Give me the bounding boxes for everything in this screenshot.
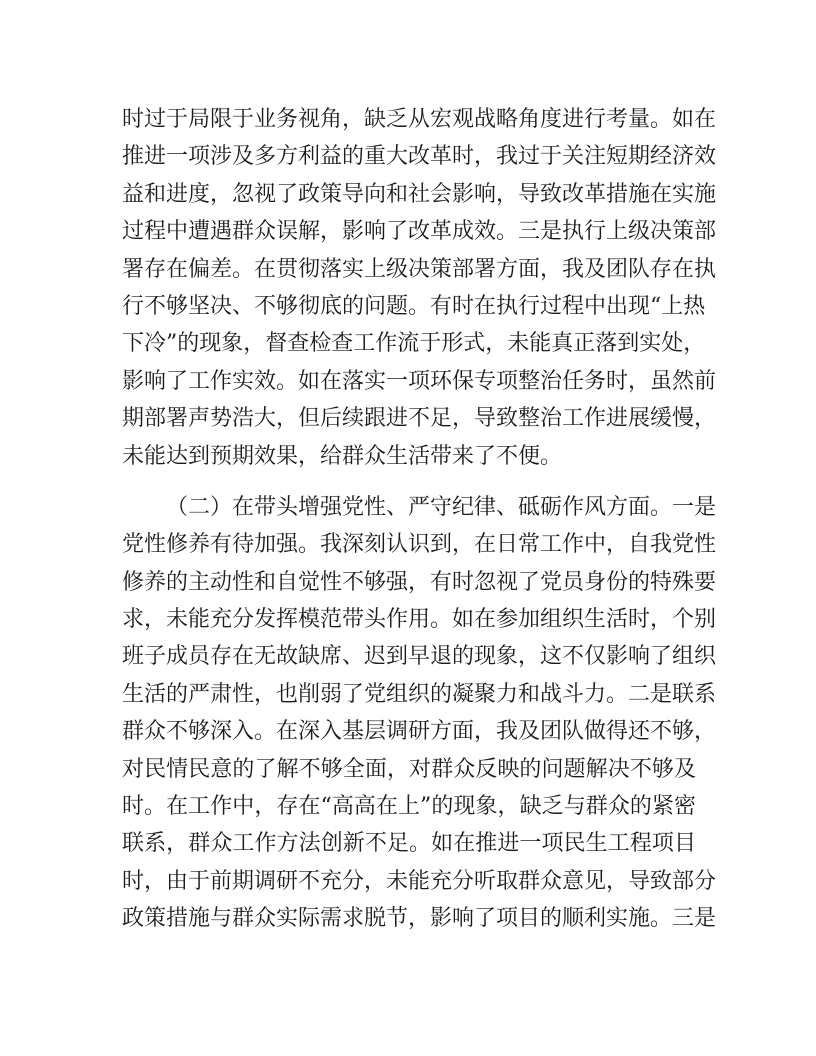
text-line: 生活的严肃性，也削弱了党组织的凝聚力和战斗力。二是联系 bbox=[122, 681, 717, 707]
text-line: 党性修养有待加强。我深刻认识到，在日常工作中，自我党性 bbox=[122, 532, 717, 558]
text-line: 对民情民意的了解不够全面，对群众反映的问题解决不够及 bbox=[122, 756, 696, 782]
text-line: 益和进度，忽视了政策导向和社会影响，导致改革措施在实施 bbox=[122, 181, 717, 207]
text-line: 期部署声势浩大，但后续跟进不足，导致整治工作进展缓慢， bbox=[122, 406, 717, 432]
text-line: 求，未能充分发挥模范带头作用。如在参加组织生活时，个别 bbox=[122, 607, 717, 633]
text-line: 未能达到预期效果，给群众生活带来了不便。 bbox=[122, 443, 563, 469]
paragraph-2 bbox=[122, 489, 717, 938]
text-line: 影响了工作实效。如在落实一项环保专项整治任务时，虽然前 bbox=[122, 368, 717, 394]
text-line: 行不够坚决、不够彻底的问题。有时在执行过程中出现“上热 bbox=[122, 293, 706, 319]
text-line: 过程中遭遇群众误解，影响了改革成效。三是执行上级决策部 bbox=[122, 219, 717, 245]
text-line: 时。在工作中，存在“高高在上”的现象，缺乏与群众的紧密 bbox=[122, 794, 696, 820]
paragraph-spacer bbox=[122, 475, 696, 489]
document-body bbox=[122, 101, 717, 938]
text-line: 下冷”的现象，督查检查工作流于形式，未能真正落到实处， bbox=[122, 331, 706, 357]
paragraph-1 bbox=[122, 101, 717, 475]
text-line: 政策措施与群众实际需求脱节，影响了项目的顺利实施。三是 bbox=[122, 906, 717, 932]
text-line: 班子成员存在无故缺席、迟到早退的现象，这不仅影响了组织 bbox=[122, 644, 717, 670]
text-line: 群众不够深入。在深入基层调研方面，我及团队做得还不够， bbox=[122, 719, 717, 745]
text-line: 修养的主动性和自觉性不够强，有时忽视了党员身份的特殊要 bbox=[122, 569, 717, 595]
text-line: （二）在带头增强党性、严守纪律、砥砺作风方面。一是 bbox=[166, 494, 717, 520]
text-line: 时过于局限于业务视角，缺乏从宏观战略角度进行考量。如在 bbox=[122, 107, 717, 132]
text-line: 联系，群众工作方法创新不足。如在推进一项民生工程项目 bbox=[122, 831, 696, 857]
text-line: 推进一项涉及多方利益的重大改革时，我过于关注短期经济效 bbox=[122, 144, 717, 170]
text-line: 署存在偏差。在贯彻落实上级决策部署方面，我及团队存在执 bbox=[122, 256, 717, 282]
text-line: 时，由于前期调研不充分，未能充分听取群众意见，导致部分 bbox=[122, 868, 717, 894]
